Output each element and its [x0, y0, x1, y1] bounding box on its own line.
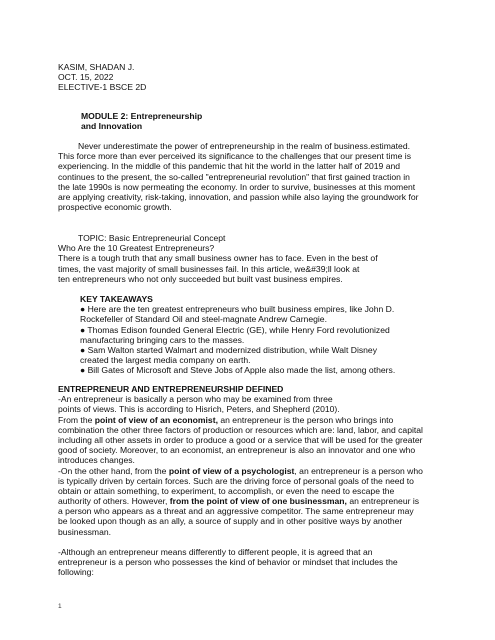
psychologist-line: -On the other hand, from the point of view of a psychologist, an entrepreneur is a person who: [58, 465, 423, 476]
page-number: 1: [58, 603, 62, 610]
topic-label: TOPIC: Basic Entrepreneurial Concept: [78, 233, 226, 243]
section-heading: ENTREPRENEUR AND ENTREPRENEURSHIP DEFINED: [58, 384, 284, 394]
student-name: KASIM, SHADAN J.: [58, 62, 135, 72]
definition-section: ENTREPRENEUR AND ENTREPRENEURSHIP DEFINED -An entrepreneur is basically a person who may be examined from three points of views. This is according to Hisrich, Peters, and Shepherd (2010). From the point of view of an economist, an entrepreneur is the person who brings into combination the other three factors of production or resources which are: land, labor, and capital including all other assets in order to produce a good or a service that will be used for the greater good of society. Moreover, to an economist, an entrepreneur is also an innovator and one who introduces changes. -On the other hand, from the point of view of a psychologist, an entrepreneur is a person who is typically driven by certain forces. Such are the driving force of personal goals of the need to obtain or attain something, to experiment, to accomplish, or even the need to escape the authority of others. However, from the point of view of one businessman, an entrepreneur is a person who appears as a threat and an aggressive competitor. The same entrepreneur may be looked upon though as an ally, a source of supply and in other positive ways by another businessman. -Although an entrepreneur means differently to different people, it is agreed that an entrepreneur is a person who possesses the kind of behavior or mindset that includes the following:: [58, 384, 423, 578]
list-item: ● Here are the ten greatest entrepreneurs who built business empires, like John D.: [80, 304, 395, 315]
document-date: OCT. 15, 2022: [58, 72, 114, 83]
list-item: ● Bill Gates of Microsoft and Steve Jobs of Apple also made the list, among others.: [80, 365, 396, 376]
businessman-line: authority of others. However, from the point of view of one businessman, an entrepreneur is: [58, 496, 420, 507]
course-code: ELECTIVE-1 BSCE 2D: [58, 82, 147, 93]
topic-question: Who Are the 10 Greatest Entrepreneurs?: [58, 243, 215, 254]
topic-section: TOPIC: Basic Entrepreneurial Concept Who Are the 10 Greatest Entrepreneurs? There is a tough truth that any small business owner has to face. Even in the best of times, the vast majority of small businesses fail. In this article, we&#39;ll look at ten entrepreneurs who not only succeeded but built vast business empires.: [58, 233, 378, 284]
list-item: ● Sam Walton started Walmart and modernized distribution, while Walt Disney: [80, 344, 378, 355]
key-takeaways-heading: KEY TAKEAWAYS: [80, 294, 153, 304]
module-title: MODULE 2: Entrepreneurship and Innovation: [81, 111, 203, 132]
intro-paragraph: Never underestimate the power of entrepreneurship in the realm of business.estimated. This force more than ever perceived its significance to the challenges that our present time is experiencing. In the middle of this pandemic that hit the world in the latter half of 2019 and continues to the present, the so-called "entrepreneurial revolution" that first gained traction in the late 1990s is now permeating the economy. In order to survive, businesses at this moment are applying creativity, risk-taking, innovation, and passion while also laying the groundwork for prospective economic growth.: [58, 141, 419, 213]
key-takeaways: KEY TAKEAWAYS ● Here are the ten greatest entrepreneurs who built business empires, like John D. Rockefeller of Standard Oil and steel-magnate Andrew Carnegie. ● Thomas Edison founded General Electric (GE), while Henry Ford revolutionized manufacturing bringing cars to the masses. ● Sam Walton started Walmart and modernized distribution, while Walt Disney created the largest media company on earth. ● Bill Gates of Microsoft and Steve Jobs of Apple also made the list, among others.: [58, 294, 395, 376]
header-block: [58, 62, 146, 93]
list-item: ● Thomas Edison founded General Electric (GE), while Henry Ford revolutionized: [80, 324, 390, 335]
economist-line: From the point of view of an economist, an entrepreneur is the person who brings into: [58, 414, 394, 425]
